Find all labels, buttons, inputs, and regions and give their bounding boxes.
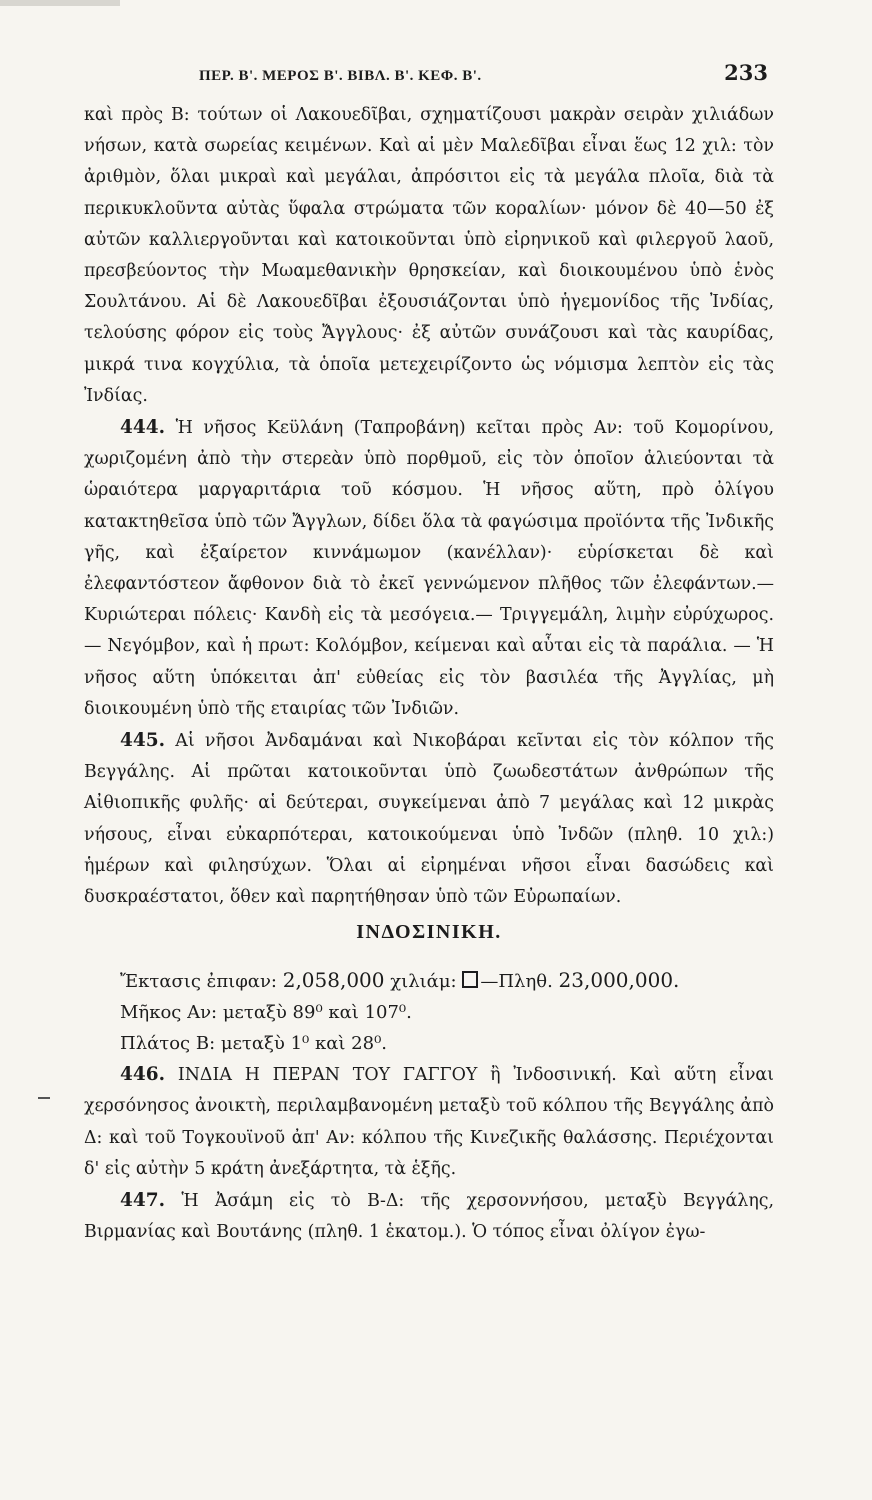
paragraph bbox=[84, 100, 774, 412]
paragraph-445 bbox=[84, 725, 774, 913]
paragraph-text: Ἡ νῆσος Κεϋλάνη (Ταπροβάνη) κεῖται πρὸς Αν: τοῦ Κομορίνου, χωριζομένη ἀπὸ τὴν στερεὰν ὑπὸ πορθμοῦ, εἰς τὸν ὁποῖον ἁλιεύονται τὰ ὡραιότερα μαργαριτάρια τοῦ κόσμου. Ἡ νῆσος αὕτη, πρὸ ὀλίγου κατακτηθεῖσα ὑπὸ τῶν Ἄγγλων, δίδει ὅλα τὰ φαγώσιμα προϊόντα τῆς Ἰνδικῆς γῆς, καὶ ἐξαίρετον κιννάμωμον (κανέλλαν)· εὑρίσκεται δὲ καὶ ἐλεφαντόστεον ἄφθονον διὰ τὸ ἐκεῖ γεννώμενον πλῆθος τῶν ἐλεφάντων.— Κυριώτεραι πόλεις· Κανδὴ εἰς τὰ μεσόγεια.— Τριγγεμάλη, λιμὴν εὐρύχωρος. — Νεγόμβον, καὶ ἡ πρωτ: Κολόμβον, κείμεναι καὶ αὗται εἰς τὰ παράλια. — Ἡ νῆσος αὕτη ὑπόκειται ἀπ' εὐθείας εἰς τὸν βασιλέα τῆς Ἀγγλίας, μὴ διοικουμένη ὑπὸ τῆς εταιρίας τῶν Ἰνδιῶν. bbox=[84, 418, 774, 719]
extent-label: Ἔκτασις ἐπιφαν: bbox=[120, 971, 277, 993]
running-head bbox=[84, 60, 774, 100]
paragraph-444 bbox=[84, 412, 774, 725]
square-icon bbox=[462, 971, 478, 988]
paragraph-text: Αἱ νῆσοι Ἀνδαμάναι καὶ Νικοβάραι κεῖνται εἰς τὸν κόλπον τῆς Βεγγάλης. Αἱ πρῶται κατοικοῦνται ὑπὸ ζωωδεστάτων ἀνθρώπων τῆς Αἰθιοπικῆς φυλῆς· αἱ δεύτεραι, συγκείμεναι ἀπὸ 7 μεγάλας καὶ 12 μικρὰς νήσους, εἶναι εὐκαρπότεραι, κατοικούμεναι ὑπὸ Ἰνδῶν (πληθ. 10 χιλ:) ἡμέρων καὶ φιλησύχων. Ὅλαι αἱ εἰρημέναι νῆσοι εἶναι δασώδεις καὶ δυσκραέστατοι, ὅθεν καὶ παρητήθησαν ὑπὸ τῶν Εὐρωπαίων. bbox=[84, 731, 774, 908]
paragraph-number: 447. bbox=[120, 1190, 166, 1212]
paragraph-text: καὶ πρὸς Β: τούτων οἱ Λακουεδῖβαι, σχηματίζουσι μακρὰν σειρὰν χιλιάδων νήσων, κατὰ σωρείας κειμένων. Καὶ αἱ μὲν Μαλεδῖβαι εἶναι ἕως 12 χιλ: τὸν ἀριθμὸν, ὅλαι μικραὶ καὶ μεγάλαι, ἀπρόσιτοι εἰς τὰ μεγάλα πλοῖα, διὰ τὰ περικυκλοῦντα αὐτὰς ὕφαλα στρώματα τῶν κοραλίων· μόνον δὲ 40—50 ἐξ αὐτῶν καλλιεργοῦνται καὶ κατοικοῦνται ὑπὸ εἰρηνικοῦ καὶ φιλεργοῦ λαοῦ, πρεσβεύοντος τὴν Μωαμεθανικὴν θρησκείαν, καὶ διοικουμένου ὑπὸ ἑνὸς Σουλτάνου. Αἱ δὲ Λακουεδῖβαι ἐξουσιάζονται ὑπὸ ἡγεμονίδος τῆς Ἰνδίας, τελούσης φόρον εἰς τοὺς Ἄγγλους· ἐξ αὐτῶν συνάζουσι καὶ τὰς καυρίδας, μικρά τινα κογχύλια, τὰ ὁποῖα μετεχειρίζοντο ὡς νόμισμα λεπτὸν εἰς τὰς Ἰνδίας. bbox=[84, 105, 774, 406]
margin-mark bbox=[38, 1097, 50, 1099]
extent-unit: χιλιάμ: bbox=[390, 971, 457, 993]
paragraph-text: ΙΝΔΙΑ Η ΠΕΡΑΝ ΤΟΥ ΓΑΓΓΟΥ ἢ Ἰνδοσινική. Καὶ αὕτη εἶναι χερσόνησος ἀνοικτὴ, περιλαμβανομένη μεταξὺ τοῦ κόλπου τῆς Βεγγάλης ἀπὸ Δ: καὶ τοῦ Τογκουϊνοῦ ἀπ' Αν: κόλπου τῆς Κινεζικῆς θαλάσσης. Περιέχονται δ' εἰς αὐτὴν 5 κράτη ἀνεξάρτητα, τὰ ἑξῆς. bbox=[84, 1065, 774, 1179]
paragraph-number: 444. bbox=[120, 417, 166, 439]
extent-value: 2,058,000 bbox=[282, 968, 385, 993]
extent-line bbox=[120, 965, 774, 997]
section-stats bbox=[120, 965, 774, 1059]
population-value: 23,000,000. bbox=[558, 968, 680, 993]
paragraph-number: 445. bbox=[120, 730, 166, 752]
paragraph-text: Ἡ Ἀσάμη εἰς τὸ Β-Δ: τῆς χερσοννήσου, μεταξὺ Βεγγάλης, Βιρμανίας καὶ Βουτάνης (πληθ. 1 ἑκατομ.). Ὁ τόπος εἶναι ὀλίγον ἐγω- bbox=[84, 1191, 775, 1243]
book-page bbox=[84, 60, 774, 1249]
running-head-title: ΠΕΡ. Β'. ΜΕΡΟΣ Β'. ΒΙΒΛ. Β'. ΚΕΦ. Β'. bbox=[199, 68, 482, 84]
page-number: 233 bbox=[724, 60, 768, 85]
body-text bbox=[84, 100, 774, 1249]
paragraph-446 bbox=[84, 1059, 774, 1185]
section-title: ΙΝΔΟΣΙΝΙΚΗ. bbox=[356, 921, 502, 944]
page-edge-shadow bbox=[0, 0, 120, 6]
paragraph-number: 446. bbox=[120, 1064, 166, 1086]
population-label: —Πληθ. bbox=[480, 971, 553, 993]
paragraph-447 bbox=[84, 1185, 774, 1248]
latitude-line: Πλάτος Β: μεταξὺ 1⁰ καὶ 28⁰. bbox=[120, 1033, 388, 1055]
length-line: Μῆκος Αν: μεταξὺ 89⁰ καὶ 107⁰. bbox=[120, 1002, 412, 1024]
